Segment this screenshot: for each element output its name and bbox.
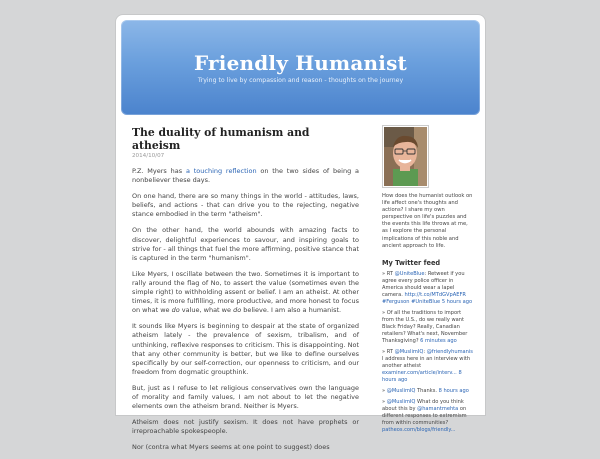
post-text: on the two sides of being a nonbeliever these days.: [132, 167, 360, 185]
tweet-mention-link[interactable]: @friendlyhumanis: [426, 348, 473, 355]
post-text: believe. I am also a humanist.: [241, 306, 342, 315]
post-paragraph-1: [132, 167, 359, 185]
tweet-item: » RT @UniteBlue: Retweet if you agree every police officer in America should wear a lapel camera. http://t.co/MTdGVpAEFR #Ferguson #UniteBlue 5 hours ago: [382, 270, 473, 305]
touching-reflection-link[interactable]: a touching reflection: [185, 167, 257, 175]
post-paragraph-2: On one hand, there are so many things in the world - attitudes, laws, beliefs, and actions - that can drive you to the rejecting, negative stance embodied in the term "atheism".: [132, 192, 359, 219]
sidebar: [382, 125, 473, 438]
tweet-mention-link[interactable]: @MuslimIQ: [386, 387, 416, 394]
post-paragraph-5: It sounds like Myers is beginning to despair at the state of organized atheism lately - the prevalence of sexism, tribalism, and of unthinking, reflexive responses to criticism. This is disappointing. Not that any other community is better, but we like to define ourselves specifically by our self-correction, our openness to criticism, and our freedom from dogmatic groupthink.: [132, 322, 359, 376]
post-text: P.Z. Myers has: [132, 167, 186, 175]
post-text: value, what we: [179, 306, 234, 315]
twitter-feed-heading: My Twitter feed: [382, 258, 441, 267]
author-photo-icon: [384, 127, 427, 186]
tweet-text: RT: [386, 270, 395, 277]
tweet-text: RT: [386, 348, 395, 355]
tweet-mention-link[interactable]: @hamantmehta: [417, 405, 459, 412]
post-date: 2014/10/07: [132, 153, 165, 159]
tweet-text: Thanks.: [415, 387, 439, 394]
blog-title-link[interactable]: Friendly Humanist: [193, 51, 407, 75]
tweet-time-link[interactable]: 6 minutes ago: [420, 337, 457, 344]
tweet-url-link[interactable]: patheos.com/blogs/friendly...: [382, 426, 456, 433]
post-paragraph-3: On the other hand, the world abounds with amazing facts to discover, delightful experiences to savour, and inspiring goals to strive for - all things that fuel the more affirming, positive stance that is captured in the term "humanism".: [132, 226, 359, 262]
post-paragraph-8: Nor (contra what Myers seems at one point to suggest) does: [132, 443, 330, 452]
tweet-url-link[interactable]: http://t.co/MTdGVpAEFR #Ferguson #UniteBlue: [382, 291, 466, 305]
tweet-item: » Of all the traditions to import from the U.S., do we really want Black Friday? Really, Canadian retailers? What's next, November Thanksgiving? 6 minutes ago: [382, 309, 468, 344]
tweet-item: » @MuslimIQ What do you think about this by @hamantmehta on different responses to extremism from within communities? patheos.com/blogs/friendly...: [382, 398, 467, 433]
emphasis-do: do: [171, 306, 180, 315]
post-paragraph-4: [132, 270, 359, 315]
about-text: How does the humanist outlook on life affect one's thoughts and actions? I share my own perspective on life's puzzles and the events this life throws at me, as I explore the personal implications of this noble and ancient approach to life.: [382, 193, 473, 249]
twitter-feed-list: [382, 271, 473, 434]
tweet-time-link[interactable]: 5 hours ago: [441, 298, 473, 305]
post-title[interactable]: The duality of humanism and atheism: [132, 126, 310, 152]
post-body: [132, 167, 359, 452]
post-paragraph-6: But, just as I refuse to let religious conservatives own the language of morality and family values, I am not about to let the negative elements own the atheism brand. Neither is Myers.: [132, 383, 359, 411]
blog-header: [121, 20, 480, 115]
tweet-mention-link[interactable]: @MuslimIQ: [386, 398, 416, 405]
tweet-text: I address here in an interview with another atheist: [382, 355, 471, 369]
main-content: [132, 125, 359, 459]
tweet-mention-link[interactable]: @MuslimIQ: [394, 348, 424, 355]
page-container: [115, 14, 486, 452]
tweet-mention-link[interactable]: @UniteBlue: [394, 270, 425, 277]
tweet-text: on different responses to extremism from within communities?: [382, 405, 467, 426]
tweet-time-link[interactable]: 8 hours ago: [438, 387, 469, 394]
post-paragraph-7: Atheism does not justify sexism. It does not have prophets or irreproachable spokespeople.: [132, 418, 359, 436]
tweet-text: What do you think about this by: [382, 398, 464, 412]
tweet-text: :: [423, 348, 427, 355]
emphasis-do: do: [233, 306, 242, 315]
blog-description: Trying to live by compassion and reason - thoughts on the journey: [197, 77, 404, 84]
tweet-time-link[interactable]: 8 hours ago: [382, 369, 462, 383]
tweet-url-link[interactable]: examiner.com/article/interv...: [382, 369, 457, 376]
post-text: Like Myers, I oscillate between the two. Sometimes it is important to rally around the flag of No, to assert the value (sometimes even the simple right) to withholding assent or belief. I am an atheist. At other times, it is more fulfilling, more productive, and more honest to focus on what we: [132, 269, 359, 315]
tweet-text: Of all the traditions to import from the U.S., do we really want Black Friday? Really, Canadian retailers? What's next, November Thanksgiving?: [382, 309, 468, 344]
tweet-text: : Retweet if you agree every police officer in America should wear a lapel camera.: [382, 270, 465, 298]
tweet-item: » @MuslimIQ Thanks. 8 hours ago: [382, 387, 469, 394]
author-avatar: [382, 125, 429, 188]
tweet-item: » RT @MuslimIQ: @friendlyhumanis I address here in an interview with another atheist examiner.com/article/interv... 8 hours ago: [382, 348, 473, 383]
